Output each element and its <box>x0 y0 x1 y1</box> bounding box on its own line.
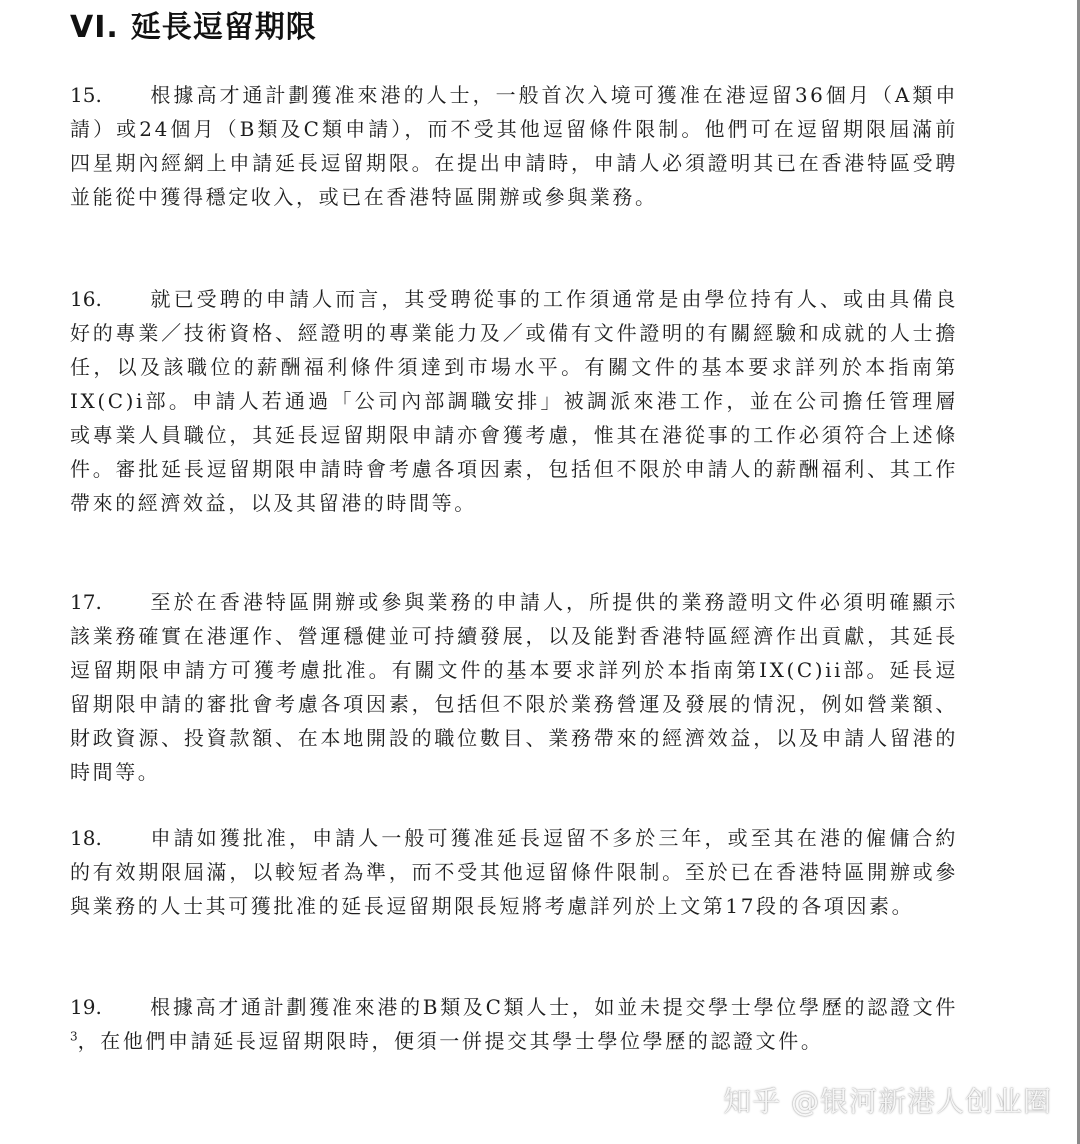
section-title: 延長逗留期限 <box>130 10 317 45</box>
section-roman-numeral: VI. <box>70 10 119 45</box>
paragraph-19 <box>70 990 958 1058</box>
paragraph-number: 19. <box>70 995 102 1019</box>
paragraph-number: 17. <box>70 590 102 614</box>
paragraph-16 <box>70 282 958 520</box>
paragraph-text-after-footnote: ，在他們申請延長逗留期限時，便須一併提交其學士學位學歷的認證文件。 <box>77 1029 824 1053</box>
watermark: 知乎 @银河新港人创业圈 <box>723 1085 1052 1118</box>
paragraph-text: 就已受聘的申請人而言，其受聘從事的工作須通常是由學位持有人、或由具備良好的專業／技術資格、經證明的專業能力及／或備有文件證明的有關經驗和成就的人士擔任，以及該職位的薪酬福利條件須達到市場水平。有關文件的基本要求詳列於本指南第IX(C)i部。申請人若通過「公司內部調職安排」被調派來港工作，並在公司擔任管理層或專業人員職位，其延長逗留期限申請亦會獲考慮，惟其在港從事的工作必須符合上述條件。審批延長逗留期限申請時會考慮各項因素，包括但不限於申請人的薪酬福利、其工作帶來的經濟效益，以及其留港的時間等。 <box>70 287 958 515</box>
paragraph-text: 至於在香港特區開辦或參與業務的申請人，所提供的業務證明文件必須明確顯示該業務確實在港運作、營運穩健並可持續發展，以及能對香港特區經濟作出貢獻，其延長逗留期限申請方可獲考慮批准。有關文件的基本要求詳列於本指南第IX(C)ii部。延長逗留期限申請的審批會考慮各項因素，包括但不限於業務營運及發展的情況，例如營業額、財政資源、投資款額、在本地開設的職位數目、業務帶來的經濟效益，以及申請人留港的時間等。 <box>70 590 958 784</box>
paragraph-text: 申請如獲批准，申請人一般可獲准延長逗留不多於三年，或至其在港的僱傭合約的有效期限屆滿，以較短者為準，而不受其他逗留條件限制。至於已在香港特區開辦或參與業務的人士其可獲批准的延長逗留期限長短將考慮詳列於上文第17段的各項因素。 <box>70 826 958 918</box>
footnote-marker[interactable]: 3 <box>70 1029 78 1044</box>
paragraph-number: 15. <box>70 83 102 107</box>
paragraph-number: 18. <box>70 826 102 850</box>
section-heading <box>70 2 317 46</box>
paragraph-text: 根據高才通計劃獲准來港的人士，一般首次入境可獲准在港逗留36個月（A類申請）或24個月（B類及C類申請），而不受其他逗留條件限制。他們可在逗留期限屆滿前四星期內經網上申請延長逗留期限。在提出申請時，申請人必須證明其已在香港特區受聘並能從中獲得穩定收入，或已在香港特區開辦或參與業務。 <box>70 83 958 209</box>
paragraph-17 <box>70 585 958 789</box>
paragraph-number: 16. <box>70 287 102 311</box>
paragraph-18 <box>70 821 958 923</box>
paragraph-text-before-footnote: 根據高才通計劃獲准來港的B類及C類人士，如並未提交學士學位學歷的認證文件 <box>150 995 958 1019</box>
paragraph-15 <box>70 78 958 214</box>
